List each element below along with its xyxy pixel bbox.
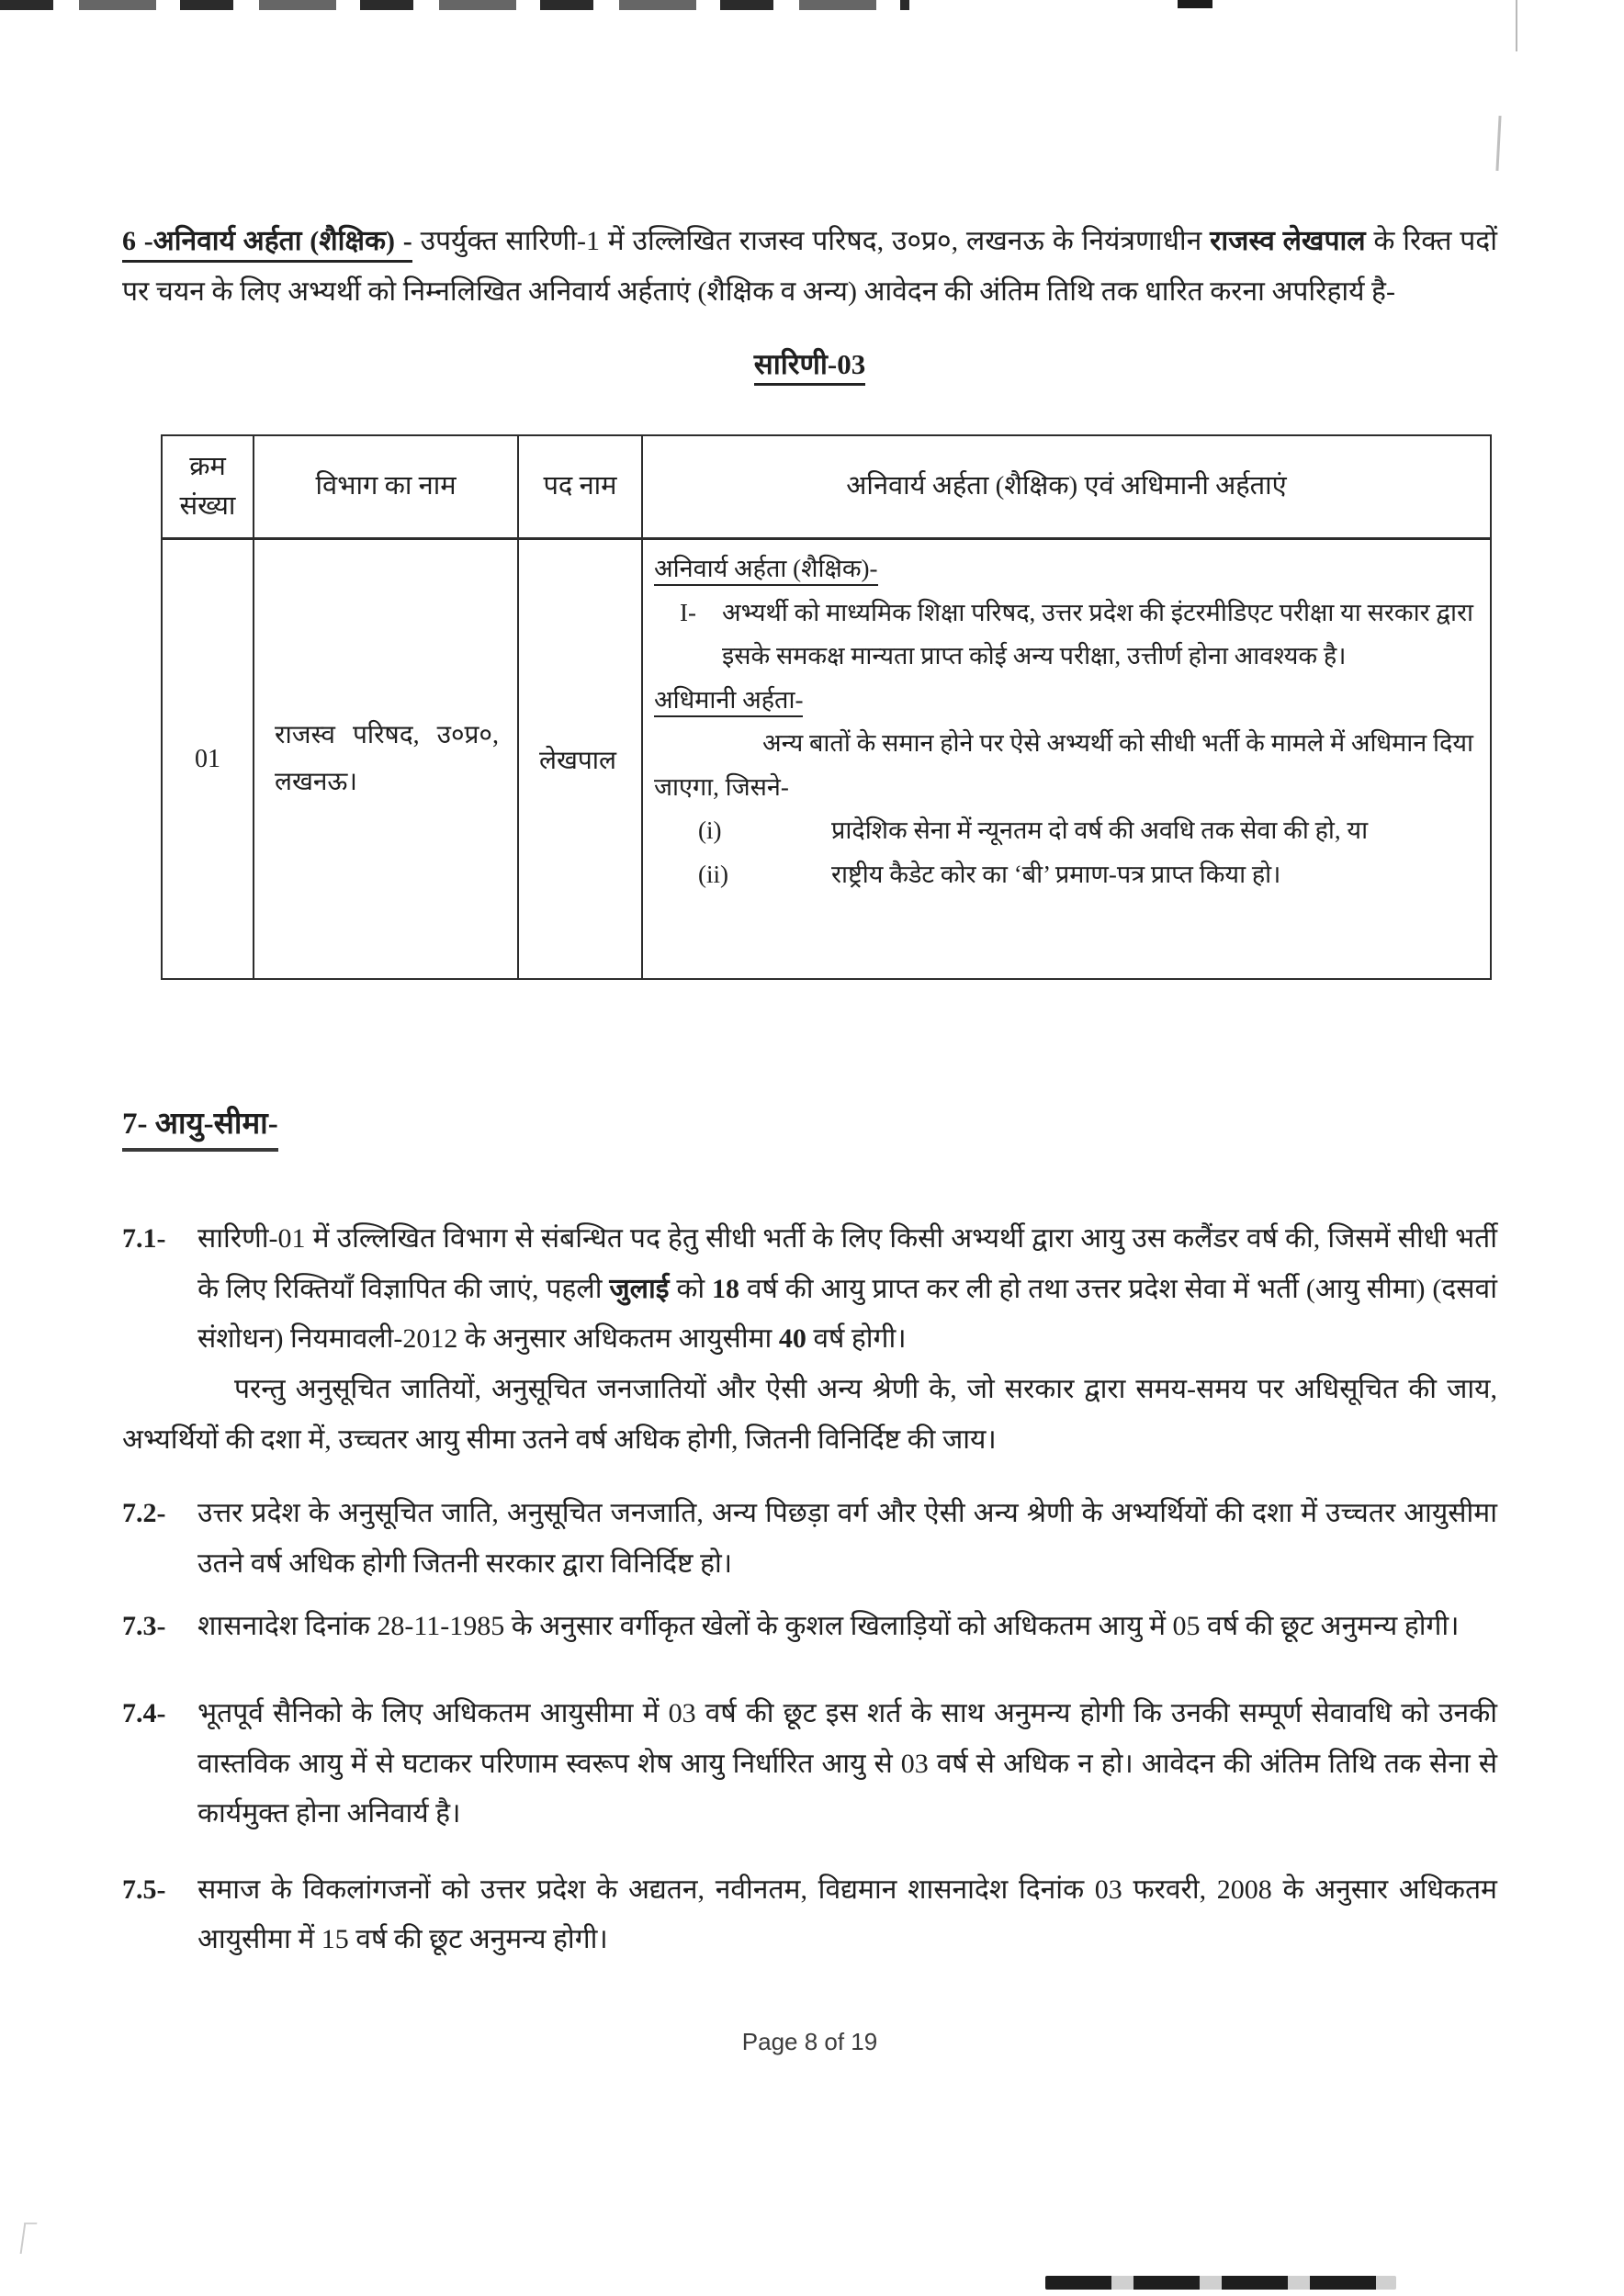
preferential-qualification-text: अन्य बातों के समान होने पर ऐसे अभ्यर्थी को सीधी भर्ती के मामले में अधिमान दिया जाएगा, जिसने- [654, 729, 1473, 801]
cell-post: लेखपाल [518, 539, 642, 980]
clause-number: 7.5- [122, 1874, 166, 1905]
column-header-qualifications: अनिवार्य अर्हता (शैक्षिक) एवं अधिमानी अर्हताएं [642, 435, 1491, 539]
clause-7.2 [122, 1489, 1497, 1589]
item-text: अभ्यर्थी को माध्यमिक शिक्षा परिषद, उत्तर प्रदेश की इंटरमीडिएट परीक्षा या सरकार द्वारा इसके समकक्ष मान्यता प्राप्त कोई अन्य परीक्षा, उत्तीर्ण होना आवश्यक है। [722, 598, 1473, 670]
page-content [122, 0, 1497, 2056]
column-header-serial: क्रम संख्या [162, 435, 254, 539]
column-header-department: विभाग का नाम [254, 435, 518, 539]
cell-department: राजस्व परिषद, उ०प्र०, लखनऊ। [254, 539, 518, 980]
section-7-heading: 7- आयु-सीमा- [122, 1108, 278, 1152]
qualifications-table [161, 434, 1492, 980]
clause-bold-segment: 40 [778, 1323, 806, 1355]
clause-text [197, 1214, 1497, 1365]
item-number: (i) [698, 816, 722, 845]
table-title-row [122, 344, 1497, 383]
preferential-qualification-heading: अधिमानी अर्हता- [654, 679, 1473, 723]
clause-bold-segment: जुलाई [609, 1273, 670, 1304]
section-6-department-bold: राजस्व लेखपाल [1210, 226, 1366, 256]
clause-text: उत्तर प्रदेश के अनुसूचित जाति, अनुसूचित जनजाति, अन्य पिछड़ा वर्ग और ऐसी अन्य श्रेणी के अभ्यर्थियों की दशा में उच्चतर आयुसीमा उतने वर्ष अधिक होगी जितनी सरकार द्वारा विनिर्दिष्ट हो। [197, 1498, 1497, 1579]
clause-7.1-proviso: परन्तु अनुसूचित जातियों, अनुसूचित जनजातियों और ऐसी अन्य श्रेणी के, जो सरकार द्वारा समय-समय पर अधिसूचित की जाय, अभ्यर्थियों की दशा में, उच्चतर आयु सीमा उतने वर्ष अधिक होगी, जितनी विनिर्दिष्ट की जाय। [122, 1373, 1497, 1455]
cell-qualifications [642, 539, 1491, 980]
essential-qualification-heading: अनिवार्य अर्हता (शैक्षिक)- [654, 547, 1473, 591]
clause-number: 7.1- [122, 1223, 166, 1255]
section-6-heading: 6 -अनिवार्य अर्हता (शैक्षिक) - [122, 226, 412, 263]
table-title: सारिणी-03 [754, 348, 865, 386]
scan-artifact-left-mark [22, 2223, 35, 2254]
section-6-text-1: उपर्युक्त सारिणी-1 में उल्लिखित राजस्व परिषद, उ०प्र०, लखनऊ के नियंत्रणाधीन [412, 226, 1211, 256]
clause-number: 7.2- [122, 1498, 166, 1529]
preferential-item-1 [654, 809, 1473, 853]
scan-artifact-bottom [1045, 2276, 1396, 2290]
column-header-post: पद नाम [518, 435, 642, 539]
page-number: Page 8 of 19 [741, 2027, 878, 2055]
clause-text-segment: वर्ष होगी। [806, 1323, 907, 1355]
item-text: प्रादेशिक सेना में न्यूनतम दो वर्ष की अवधि तक सेवा की हो, या [831, 816, 1369, 845]
clause-text-segment: सारिणी-01 में उल्लिखित विभाग से संबन्धित पद हेतु सीधी भर्ती के लिए किसी अभ्यर्थी द्वारा आयु उस कलैंडर वर्ष की, जिसमें सीधी भर्ती के लिए रिक्तियाँ विज्ञापित की जाएं, पहली [197, 1223, 1497, 1304]
clause-7.1 [122, 1214, 1497, 1365]
preferential-item-2 [654, 853, 1473, 897]
clause-7.5 [122, 1865, 1497, 1965]
clause-text-segment: वर्ष की आयु प्राप्त कर ली हो तथा उत्तर प्रदेश सेवा में भर्ती (आयु सीमा) (दसवां संशोधन) नियमावली-2012 के अनुसार अधिकतम आयुसीमा [197, 1273, 1497, 1355]
clause-number: 7.3- [122, 1611, 166, 1642]
item-number: (ii) [698, 860, 728, 888]
scan-artifact-edge-line [1516, 0, 1517, 51]
essential-qualification-item [654, 591, 1473, 679]
section-6-text-2: के रिक्त पदों पर चयन के लिए अभ्यर्थी को निम्नलिखित अनिवार्य अर्हताएं (शैक्षिक व अन्य) आवेदन की अंतिम तिथि तक धारित करना अपरिहार्य है- [122, 226, 1497, 307]
table-row [162, 539, 1491, 980]
clause-7.3 [122, 1602, 1497, 1652]
clause-7.4 [122, 1689, 1497, 1840]
clause-bold-segment: 18 [712, 1273, 739, 1304]
clause-text-segment: को [669, 1273, 712, 1304]
table-header-row [162, 435, 1491, 539]
cell-serial: 01 [162, 539, 254, 980]
clause-text: समाज के विकलांगजनों को उत्तर प्रदेश के अद्यतन, नवीनतम, विद्यमान शासनादेश दिनांक 03 फरवरी, 2008 के अनुसार अधिकतम आयुसीमा में 15 वर्ष की छूट अनुमन्य होगी। [197, 1874, 1497, 1955]
clause-text: शासनादेश दिनांक 28-11-1985 के अनुसार वर्गीकृत खेलों के कुशल खिलाड़ियों को अधिकतम आयु में 05 वर्ष की छूट अनुमन्य होगी। [197, 1611, 1460, 1642]
clause-text: भूतपूर्व सैनिको के लिए अधिकतम आयुसीमा में 03 वर्ष की छूट इस शर्त के साथ अनुमन्य होगी कि उनकी सम्पूर्ण सेवावधि को उनकी वास्तविक आयु में से घटाकर परिणाम स्वरूप शेष आयु निर्धारित आयु से 03 वर्ष से अधिक न हो। आवेदन की अंतिम तिथि तक सेना से कार्यमुक्त होना अनिवार्य है। [197, 1697, 1497, 1829]
item-number: I- [680, 598, 696, 626]
item-text: राष्ट्रीय कैडेट कोर का ‘बी’ प्रमाण-पत्र प्राप्त किया हो। [831, 860, 1281, 888]
clause-number: 7.4- [122, 1697, 166, 1728]
section-6-paragraph [122, 217, 1497, 317]
section-7-heading-row [122, 1101, 1497, 1142]
